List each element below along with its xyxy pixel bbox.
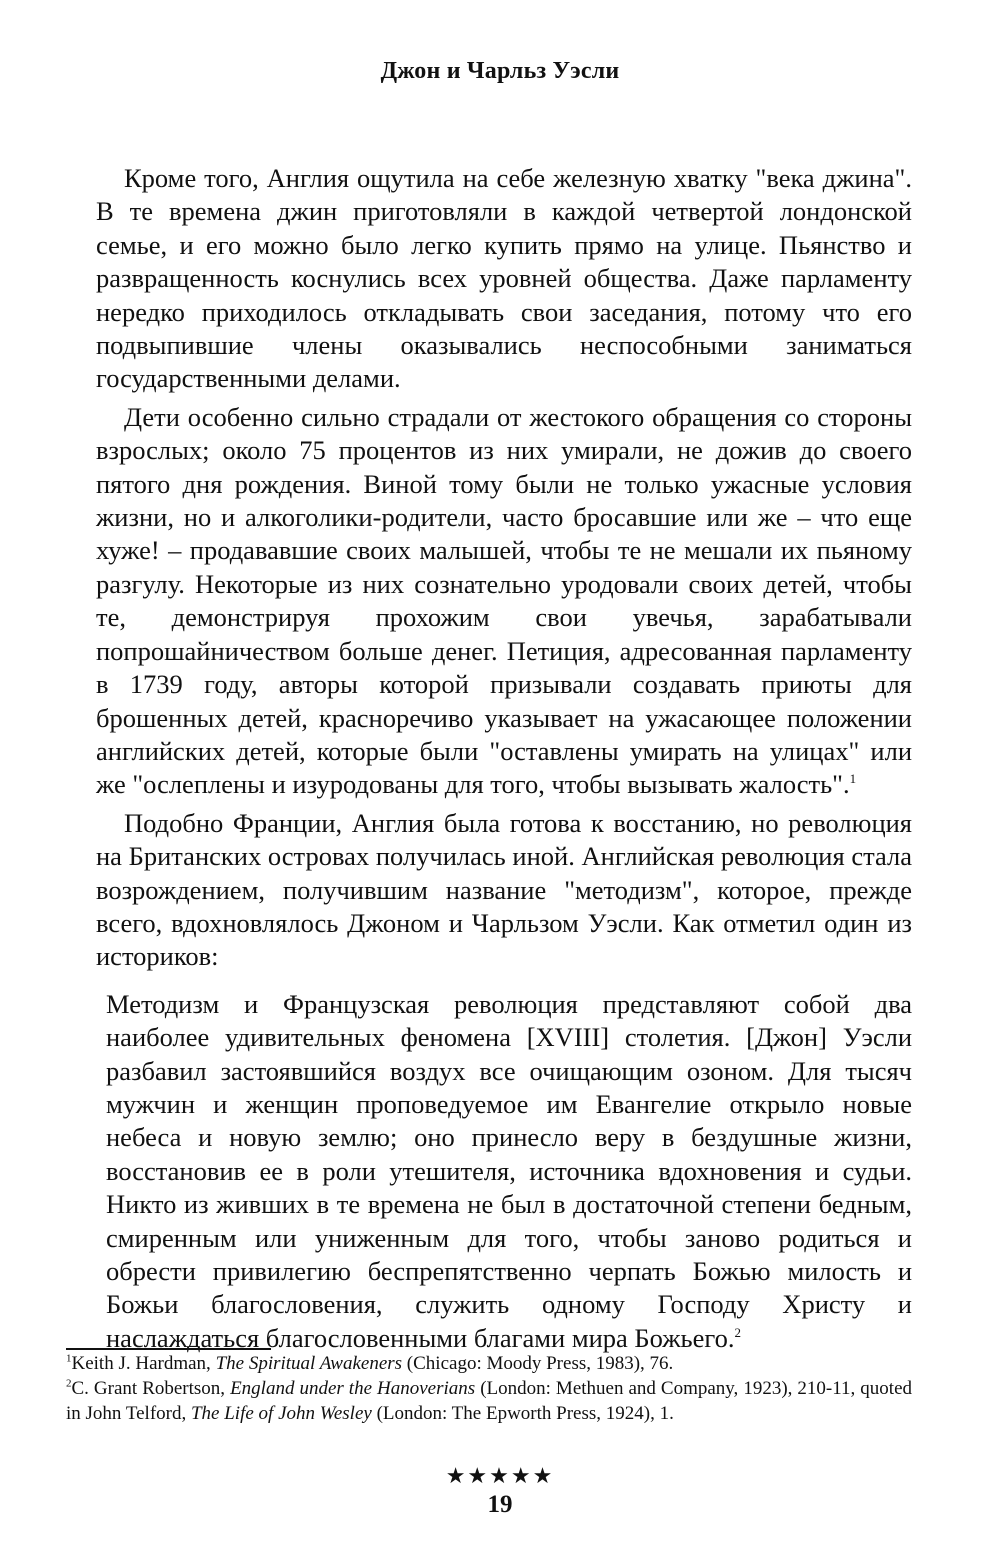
- footnote-title-2: The Life of John Wesley: [190, 1402, 372, 1424]
- footnote-title: The Spiritual Awakeners: [215, 1353, 403, 1374]
- footnote-2: [66, 1377, 912, 1427]
- footnote-1: [66, 1352, 912, 1377]
- footnote-details: (London: Methuen and Company, 1923), 210-11, quoted in John Telford,: [66, 1377, 913, 1424]
- footnotes: [66, 1352, 912, 1426]
- paragraph-2-text: Дети особенно сильно страдали от жестокого обращения со стороны взрослых; около 75 процентов из них умирали, не дожив до своего пятого дня рождения. Виной тому были не только ужасные условия жизни, но и алкоголики-родители, часто бросавшие или же – что еще хуже! – продававшие своих малышей, чтобы те не мешали их пьяному разгулу. Некоторые из них сознательно уродовали своих детей, чтобы те, демонстрируя прохожим свои увечья, зарабатывали попрошайничеством больше денег. Петиция, адресованная парламенту в 1739 году, авторы которой призывали создавать приюты для брошенных детей, красноречиво указывает на ужасающее положении английских детей, которые были "оставлены умирать на улицах" или же "ослеплены и изуродованы для того, чтобы вызывать жалость".: [96, 401, 912, 800]
- paragraph-3: Подобно Франции, Англия была готова к восстанию, но революция на Британских островах получилась иной. Английская революция стала возрождением, получившим название "методизм", которое, прежде всего, вдохновлялось Джоном и Чарльзом Уэсли. Как отметил один из историков:: [96, 807, 912, 972]
- paragraph-1: Кроме того, Англия ощутила на себе железную хватку "века джина". В те времена джин приготовляли в каждой четвертой лондонской семье, и его можно было легко купить прямо на улице. Пьянство и развращенность коснулись всех уровней общества. Даже парламенту нередко приходилось откладывать свои заседания, потому что его подвыпившие члены оказывались неспособными заниматься государственными делами.: [96, 163, 912, 394]
- main-text: [96, 162, 912, 1355]
- footnote-author: C. Grant Robertson,: [71, 1377, 231, 1399]
- block-quote-text: Методизм и Французская революция представляют собой два наиболее удивительных феномена [XVIII] столетия. [Джон] Уэсли разбавил застоявшийся воздух все очищающим озоном. Для тысяч мужчин и женщин проповедуемое им Евангелие открыло новые небеса и новую землю; оно принесло веру в бездушные жизни, восстановив ее в роли утешителя, источника вдохновения и судьи. Никто из живших в те времена не был в достаточной степени бедным, смиренным или униженным для того, чтобы заново родиться и обрести привилегию беспрепятственно черпать Божью милость и Божьи благословения, служить одному Господу Христу и наслаждаться благословенными благами мира Божьего.: [106, 988, 912, 1353]
- footnote-mark: 1: [66, 1352, 72, 1365]
- paragraph-2: [96, 401, 912, 802]
- footnote-ref-1: 1: [849, 771, 857, 787]
- footnote-author: Keith J. Hardman,: [71, 1353, 216, 1374]
- footnote-mark: 2: [66, 1377, 72, 1390]
- running-title: Джон и Чарльз Уэсли: [380, 58, 620, 84]
- page-number: 19: [487, 1491, 513, 1518]
- star-ornament: ★★★★★: [445, 1464, 555, 1489]
- footnote-details-2: (London: The Epworth Press, 1924), 1.: [371, 1402, 674, 1424]
- footnote-divider: [66, 1348, 271, 1350]
- footnote-title: England under the Hanoverians: [230, 1377, 476, 1399]
- footnote-ref-2: 2: [734, 1324, 741, 1340]
- footnote-details: (Chicago: Moody Press, 1983), 76.: [402, 1353, 674, 1374]
- block-quote: [106, 988, 912, 1355]
